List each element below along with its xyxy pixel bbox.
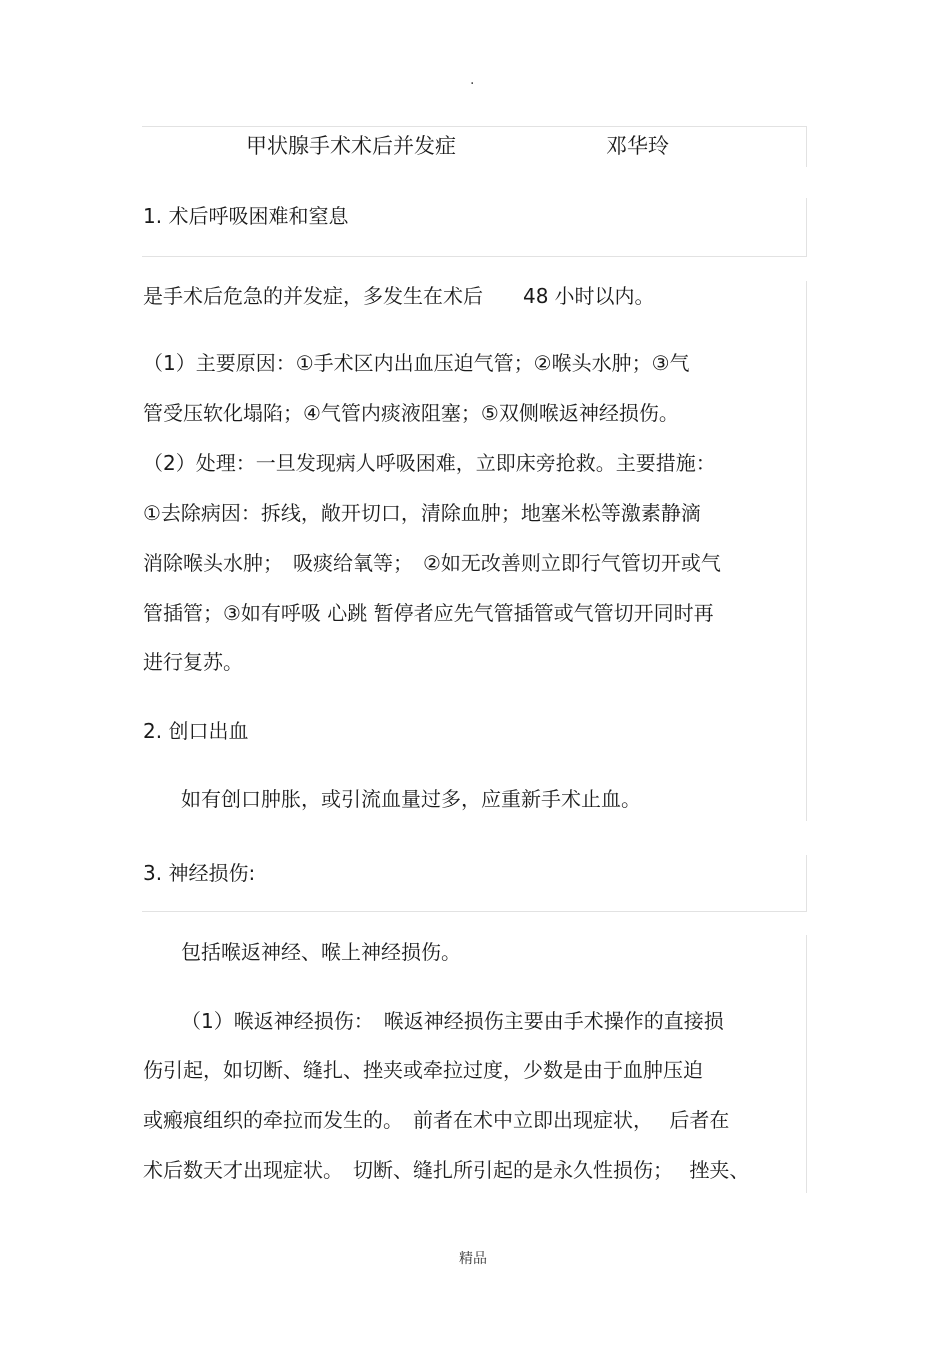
paragraph-line: （2）处理：一旦发现病人呼吸困难，立即床旁抢救。主要措施：	[143, 451, 716, 475]
page-footer: 精品	[459, 1251, 487, 1267]
paragraph-line: 包括喉返神经、喉上神经损伤。	[181, 940, 461, 964]
text-number: 48	[523, 284, 549, 308]
paragraph-line: 消除喉头水肿； 吸痰给氧等； ②如无改善则立即行气管切开或气	[143, 551, 721, 575]
paragraph-line: 进行复苏。	[143, 650, 243, 674]
text-fragment: 小时以内。	[554, 284, 655, 308]
title-frame	[142, 126, 807, 167]
paragraph-line: （1）喉返神经损伤： 喉返神经损伤主要由手术操作的直接损	[181, 1009, 724, 1033]
paragraph-line: 管受压软化塌陷；④气管内痰液阻塞；⑤双侧喉返神经损伤。	[143, 401, 679, 425]
section-heading: 3. 神经损伤:	[143, 861, 256, 885]
paragraph-line	[143, 283, 654, 309]
paragraph-line: 或瘢痕组织的牵拉而发生的。 前者在术中立即出现症状， 后者在	[143, 1108, 730, 1132]
paragraph-line: 管插管；③如有呼吸 心跳 暂停者应先气管插管或气管切开同时再	[143, 601, 714, 625]
text-fragment: 是手术后危急的并发症，多发生在术后	[143, 284, 483, 308]
document-author: 邓华玲	[606, 134, 669, 158]
paragraph-line: 伤引起，如切断、缝扎、挫夹或牵拉过度，少数是由于血肿压迫	[143, 1058, 703, 1082]
document-title: 甲状腺手术术后并发症	[246, 134, 456, 158]
paragraph-line: （1）主要原因：①手术区内出血压迫气管；②喉头水肿；③气	[143, 351, 690, 375]
section-heading: 1. 术后呼吸困难和窒息	[143, 204, 349, 228]
section-heading: 2. 创口出血	[143, 719, 249, 743]
paragraph-line: 术后数天才出现症状。 切断、缝扎所引起的是永久性损伤； 挫夹、	[143, 1158, 750, 1182]
paragraph-line: ①去除病因：拆线，敞开切口，清除血肿；地塞米松等激素静滴	[143, 501, 701, 525]
header-marker: .	[470, 72, 475, 88]
paragraph-line: 如有创口肿胀，或引流血量过多，应重新手术止血。	[181, 787, 641, 811]
